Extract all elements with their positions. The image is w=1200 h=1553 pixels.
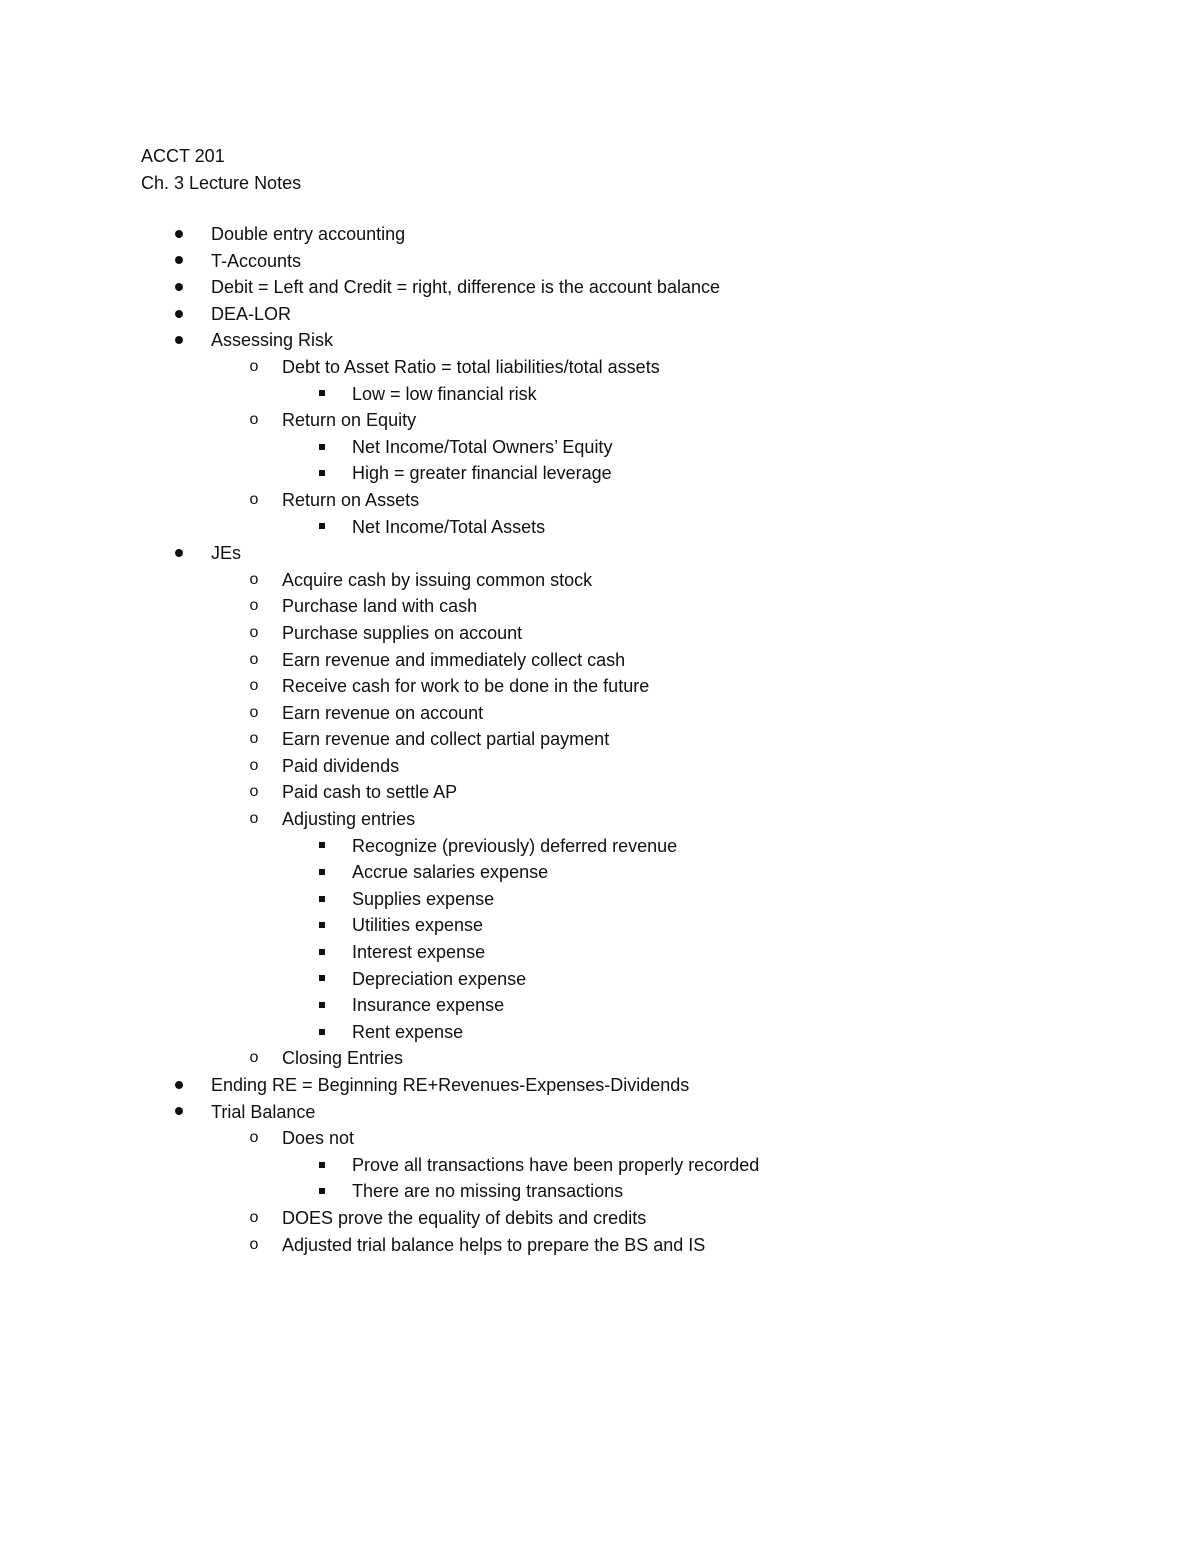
outline-item-level-3 <box>0 1019 1200 1046</box>
square-bullet-icon <box>315 886 329 913</box>
outline-item-text: Earn revenue and collect partial payment <box>282 729 610 750</box>
circle-bullet-icon: o <box>249 490 259 508</box>
outline-item-text: Earn revenue on account <box>282 702 484 723</box>
outline-item-level-2 <box>0 726 1200 753</box>
outline-item-text: There are no missing transactions <box>352 1181 624 1202</box>
outline-item-level-3 <box>0 912 1200 939</box>
square-bullet-icon <box>315 939 329 966</box>
outline-item-text: Debt to Asset Ratio = total liabilities/total assets <box>282 356 660 377</box>
outline-item-text: DEA-LOR <box>211 303 292 324</box>
outline-item-text: Supplies expense <box>352 888 495 909</box>
outline-item-level-3 <box>0 966 1200 993</box>
circle-bullet-icon: o <box>249 783 259 801</box>
outline-item-level-3 <box>0 381 1200 408</box>
circle-bullet-icon: o <box>249 1049 259 1067</box>
outline-item-level-2 <box>0 700 1200 727</box>
outline-item-level-3 <box>0 434 1200 461</box>
round-bullet-icon <box>172 248 186 275</box>
outline-item-text: Return on Equity <box>282 410 417 431</box>
outline-item-level-2 <box>0 1205 1200 1232</box>
outline-item-text: Net Income/Total Owners’ Equity <box>352 436 613 457</box>
outline-item-text: Recognize (previously) deferred revenue <box>352 835 678 856</box>
square-bullet-icon <box>315 1152 329 1179</box>
outline-item-text: Adjusting entries <box>282 809 416 830</box>
square-bullet-icon <box>315 1178 329 1205</box>
outline-item-level-2 <box>0 407 1200 434</box>
circle-bullet-icon: o <box>249 1235 259 1253</box>
outline-item-text: DOES prove the equality of debits and credits <box>282 1207 647 1228</box>
outline-item-level-1 <box>0 274 1200 301</box>
outline-item-level-3 <box>0 833 1200 860</box>
square-bullet-icon <box>315 912 329 939</box>
outline-item-text: Paid cash to settle AP <box>282 782 458 803</box>
outline-item-text: Low = low financial risk <box>352 383 537 404</box>
circle-bullet-icon: o <box>249 357 259 375</box>
outline-item-text: Debit = Left and Credit = right, difference is the account balance <box>211 277 720 298</box>
outline-item-level-3 <box>0 886 1200 913</box>
outline-item-level-2 <box>0 806 1200 833</box>
circle-bullet-icon: o <box>249 703 259 721</box>
outline-item-level-2 <box>0 567 1200 594</box>
outline-item-text: Accrue salaries expense <box>352 862 549 883</box>
circle-bullet-icon: o <box>249 1208 259 1226</box>
outline-item-level-3 <box>0 1178 1200 1205</box>
circle-bullet-icon: o <box>249 810 259 828</box>
outline-item-level-3 <box>0 1152 1200 1179</box>
square-bullet-icon <box>315 966 329 993</box>
outline-item-level-3 <box>0 859 1200 886</box>
outline-item-level-1 <box>0 221 1200 248</box>
outline-item-text: Receive cash for work to be done in the future <box>282 676 650 697</box>
outline-item-level-1 <box>0 1099 1200 1126</box>
square-bullet-icon <box>315 460 329 487</box>
outline-item-level-2 <box>0 1045 1200 1072</box>
round-bullet-icon <box>172 1072 186 1099</box>
outline-item-level-2 <box>0 1125 1200 1152</box>
outline-item-text: Double entry accounting <box>211 224 406 244</box>
outline-item-level-2 <box>0 354 1200 381</box>
outline-item-level-2 <box>0 753 1200 780</box>
outline-item-text: Net Income/Total Assets <box>352 516 546 537</box>
outline-item-level-1 <box>0 540 1200 567</box>
outline-item-text: High = greater financial leverage <box>352 463 612 484</box>
document-header <box>141 143 301 197</box>
outline-item-text: Closing Entries <box>282 1048 404 1069</box>
outline-item-level-1 <box>0 248 1200 275</box>
circle-bullet-icon: o <box>249 756 259 774</box>
outline-item-level-2 <box>0 487 1200 514</box>
outline-item-text: Does not <box>282 1128 355 1149</box>
outline-item-text: Depreciation expense <box>352 968 527 989</box>
circle-bullet-icon: o <box>249 730 259 748</box>
circle-bullet-icon: o <box>249 411 259 429</box>
round-bullet-icon <box>172 1099 186 1126</box>
outline-item-text: Insurance expense <box>352 995 505 1016</box>
outline-item-text: Trial Balance <box>211 1101 316 1122</box>
circle-bullet-icon: o <box>249 1129 259 1147</box>
outline-item-text: Adjusted trial balance helps to prepare the BS and IS <box>282 1234 706 1255</box>
round-bullet-icon <box>172 301 186 328</box>
square-bullet-icon <box>315 381 329 408</box>
course-title: ACCT 201 <box>141 146 225 166</box>
outline-item-text: Utilities expense <box>352 915 484 936</box>
outline-item-text: Rent expense <box>352 1021 464 1042</box>
outline-item-level-3 <box>0 992 1200 1019</box>
outline-item-text: Interest expense <box>352 942 486 963</box>
square-bullet-icon <box>315 434 329 461</box>
outline-item-text: Prove all transactions have been properly recorded <box>352 1154 760 1175</box>
round-bullet-icon <box>172 274 186 301</box>
outline-item-text: Purchase land with cash <box>282 596 478 617</box>
outline-item-level-2 <box>0 1232 1200 1259</box>
square-bullet-icon <box>315 833 329 860</box>
outline-item-level-1 <box>0 301 1200 328</box>
outline-item-text: Paid dividends <box>282 755 400 776</box>
outline-item-text: JEs <box>211 543 242 564</box>
circle-bullet-icon: o <box>249 650 259 668</box>
round-bullet-icon <box>172 221 186 248</box>
outline-item-level-2 <box>0 779 1200 806</box>
square-bullet-icon <box>315 859 329 886</box>
circle-bullet-icon: o <box>249 623 259 641</box>
outline-item-text: Acquire cash by issuing common stock <box>282 569 593 590</box>
lecture-subtitle: Ch. 3 Lecture Notes <box>141 173 302 193</box>
lecture-outline <box>0 221 1200 1258</box>
outline-item-level-1 <box>0 327 1200 354</box>
square-bullet-icon <box>315 1019 329 1046</box>
outline-item-text: Ending RE = Beginning RE+Revenues-Expenses-Dividends <box>211 1075 690 1095</box>
outline-item-level-3 <box>0 460 1200 487</box>
circle-bullet-icon: o <box>249 597 259 615</box>
square-bullet-icon <box>315 514 329 541</box>
round-bullet-icon <box>172 540 186 567</box>
outline-item-level-3 <box>0 514 1200 541</box>
outline-item-level-2 <box>0 620 1200 647</box>
outline-item-level-2 <box>0 593 1200 620</box>
round-bullet-icon <box>172 327 186 354</box>
outline-item-text: Return on Assets <box>282 489 420 510</box>
circle-bullet-icon: o <box>249 570 259 588</box>
outline-item-text: Assessing Risk <box>211 330 334 351</box>
outline-item-text: Earn revenue and immediately collect cash <box>282 649 626 670</box>
outline-item-level-2 <box>0 647 1200 674</box>
square-bullet-icon <box>315 992 329 1019</box>
outline-item-text: T-Accounts <box>211 250 302 271</box>
outline-item-level-2 <box>0 673 1200 700</box>
outline-item-level-3 <box>0 939 1200 966</box>
outline-item-level-1 <box>0 1072 1200 1099</box>
outline-item-text: Purchase supplies on account <box>282 622 523 643</box>
circle-bullet-icon: o <box>249 677 259 695</box>
